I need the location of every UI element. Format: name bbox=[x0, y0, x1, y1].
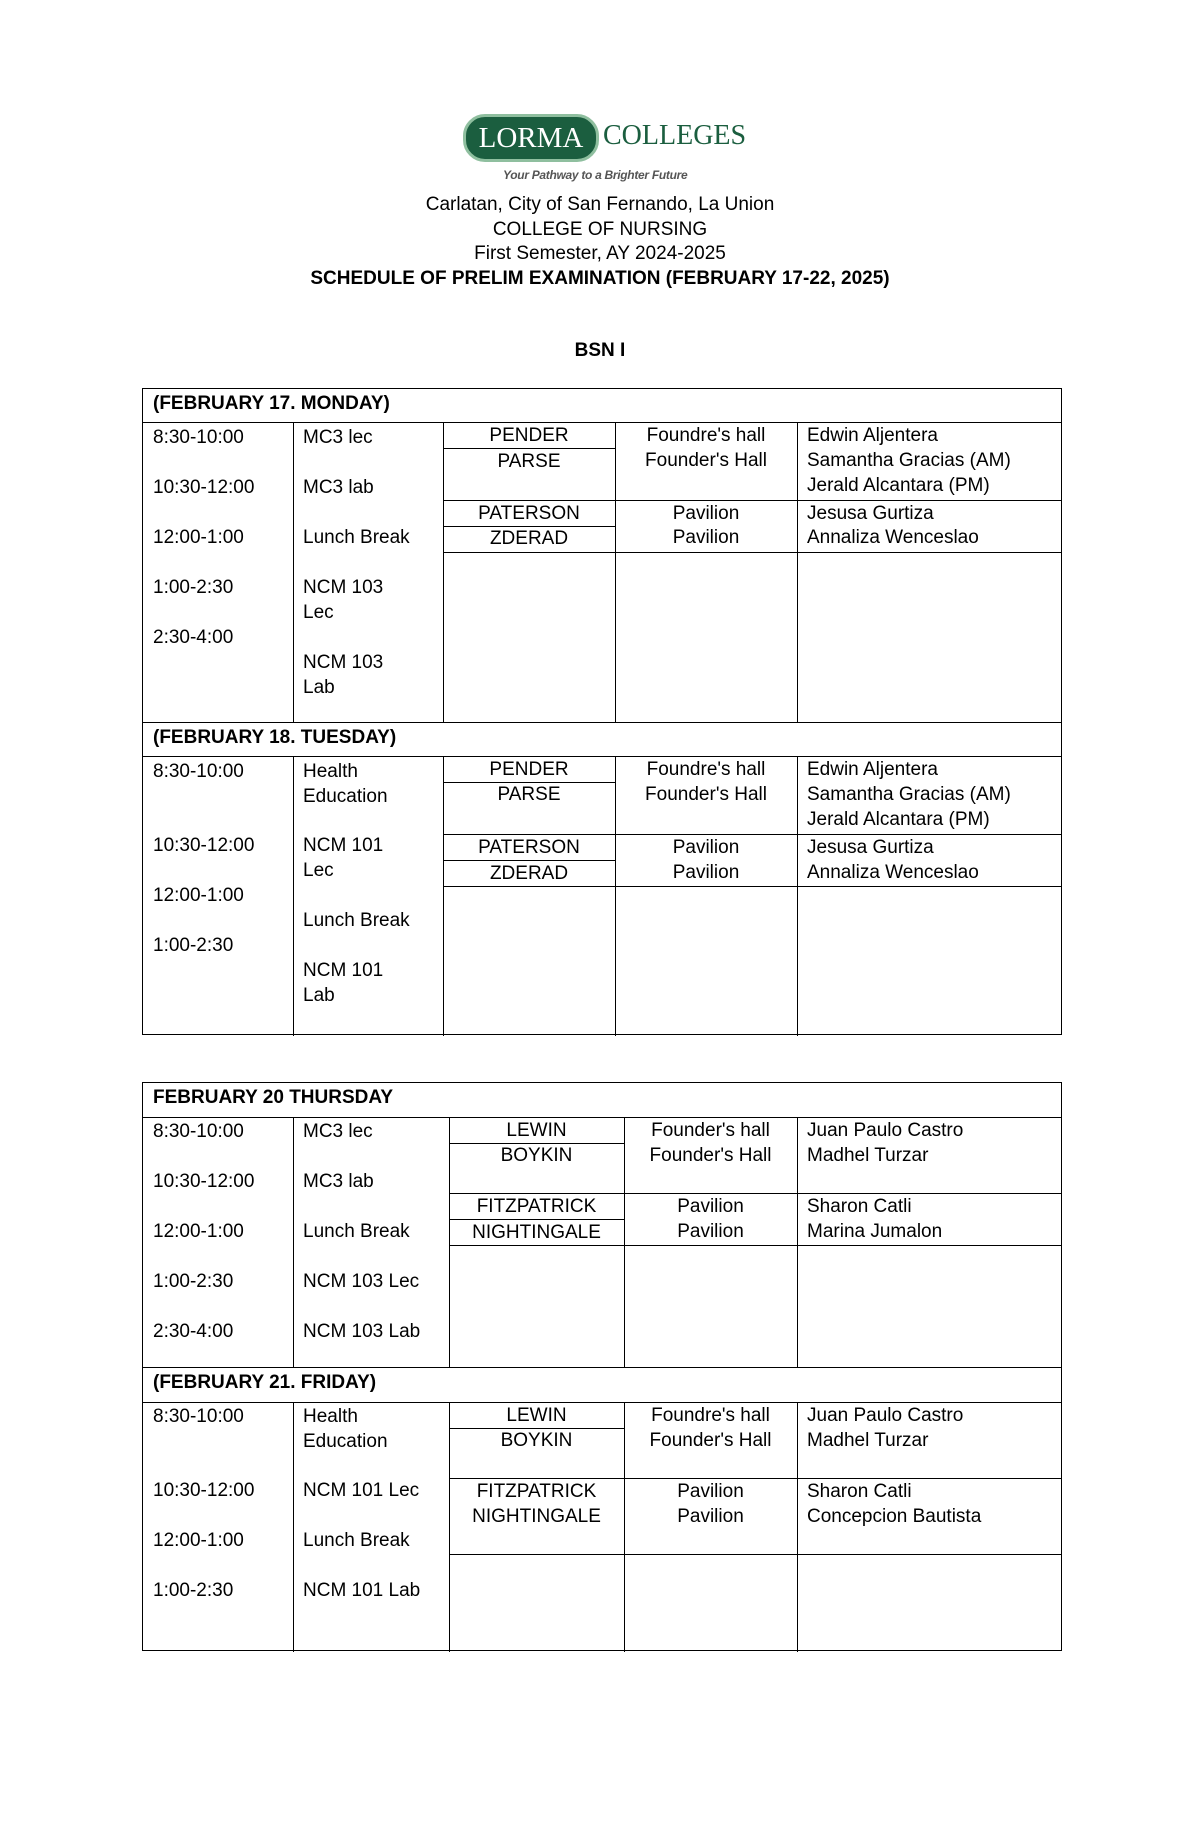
venue: Pavilion bbox=[672, 837, 740, 858]
venue: Founder's Hall bbox=[649, 1430, 772, 1451]
subject-item: Lunch Break bbox=[303, 527, 410, 548]
logo-wordmark: COLLEGES bbox=[603, 120, 747, 151]
subject-item: Lunch Break bbox=[303, 1221, 410, 1242]
subject-item: MC3 lec bbox=[303, 1121, 373, 1142]
day-title-monday: (FEBRUARY 17. MONDAY) bbox=[153, 393, 390, 414]
subject-item: Lec bbox=[303, 602, 334, 623]
schedule-table-1 bbox=[142, 388, 1062, 1035]
section-name: NIGHTINGALE bbox=[472, 1222, 601, 1243]
logo-tagline: Your Pathway to a Brighter Future bbox=[503, 168, 688, 182]
time-list bbox=[153, 1404, 254, 1603]
time-slot: 12:00-1:00 bbox=[153, 1530, 244, 1551]
day-title-thursday: FEBRUARY 20 THURSDAY bbox=[153, 1087, 394, 1108]
subject-list bbox=[303, 1119, 420, 1369]
college-logo bbox=[463, 114, 763, 189]
proctor-name: Concepcion Bautista bbox=[807, 1506, 982, 1527]
time-slot: 2:30-4:00 bbox=[153, 627, 234, 648]
time-slot: 10:30-12:00 bbox=[153, 1171, 255, 1192]
section-name: PATERSON bbox=[478, 837, 580, 858]
subject-list bbox=[303, 759, 410, 1008]
time-slot: 12:00-1:00 bbox=[153, 527, 244, 548]
time-slot: 8:30-10:00 bbox=[153, 761, 244, 782]
time-slot: 8:30-10:00 bbox=[153, 1406, 244, 1427]
proctor-name: Juan Paulo Castro bbox=[807, 1120, 964, 1141]
time-slot: 12:00-1:00 bbox=[153, 885, 244, 906]
subject-item: Lunch Break bbox=[303, 910, 410, 931]
proctor-name: Sharon Catli bbox=[807, 1196, 912, 1217]
subject-item: Lec bbox=[303, 860, 334, 881]
section-name: BOYKIN bbox=[500, 1145, 573, 1166]
section-name: PATERSON bbox=[478, 503, 580, 524]
subject-item: NCM 103 Lec bbox=[303, 1271, 420, 1292]
venue: Pavilion bbox=[672, 862, 740, 883]
venue: Foundre's hall bbox=[651, 1405, 770, 1426]
time-slot: 8:30-10:00 bbox=[153, 1121, 244, 1142]
venue: Founder's Hall bbox=[649, 1145, 772, 1166]
subject-list bbox=[303, 1404, 420, 1603]
proctor-name: Annaliza Wenceslao bbox=[807, 862, 979, 883]
proctor-name: Marina Jumalon bbox=[807, 1221, 943, 1242]
subject-item: NCM 103 Lab bbox=[303, 1321, 421, 1342]
time-slot: 1:00-2:30 bbox=[153, 577, 234, 598]
subject-item: Education bbox=[303, 786, 388, 807]
proctor-name: Jesusa Gurtiza bbox=[807, 503, 934, 524]
venue: Pavilion bbox=[677, 1221, 744, 1242]
logo-badge: LORMA bbox=[463, 114, 599, 162]
proctor-name: Jerald Alcantara (PM) bbox=[807, 475, 990, 496]
program-label: BSN I bbox=[574, 340, 626, 361]
venue: Founder's hall bbox=[651, 1120, 770, 1141]
proctor-name: Jesusa Gurtiza bbox=[807, 837, 934, 858]
semester-line: First Semester, AY 2024-2025 bbox=[474, 243, 726, 264]
venue: Pavilion bbox=[677, 1481, 744, 1502]
subject-item: Lunch Break bbox=[303, 1530, 410, 1551]
venue: Founder's Hall bbox=[645, 784, 767, 805]
proctor-name: Sharon Catli bbox=[807, 1481, 912, 1502]
section-name: PENDER bbox=[489, 425, 569, 446]
subject-item: NCM 103 bbox=[303, 652, 384, 673]
time-slot: 1:00-2:30 bbox=[153, 935, 234, 956]
address-line: Carlatan, City of San Fernando, La Union bbox=[425, 194, 775, 215]
section-name: ZDERAD bbox=[489, 528, 569, 549]
subject-item: NCM 101 Lab bbox=[303, 1580, 421, 1601]
venue: Foundre's hall bbox=[646, 425, 766, 446]
proctor-name: Madhel Turzar bbox=[807, 1430, 929, 1451]
subject-item: Health bbox=[303, 761, 358, 782]
venue: Pavilion bbox=[672, 527, 740, 548]
section-name: PARSE bbox=[497, 451, 561, 472]
day-title-friday: (FEBRUARY 21. FRIDAY) bbox=[143, 1367, 1061, 1403]
proctor-name: Jerald Alcantara (PM) bbox=[807, 809, 990, 830]
time-slot: 2:30-4:00 bbox=[153, 1321, 234, 1342]
section-name: BOYKIN bbox=[500, 1430, 573, 1451]
section-name: NIGHTINGALE bbox=[472, 1506, 601, 1527]
venue: Foundre's hall bbox=[646, 759, 766, 780]
schedule-table-2 bbox=[142, 1082, 1062, 1651]
proctor-name: Edwin Aljentera bbox=[807, 759, 938, 780]
proctor-name: Samantha Gracias (AM) bbox=[807, 450, 1011, 471]
section-name: LEWIN bbox=[506, 1405, 567, 1426]
time-slot: 8:30-10:00 bbox=[153, 427, 244, 448]
proctor-name: Madhel Turzar bbox=[807, 1145, 929, 1166]
subject-item: NCM 103 bbox=[303, 577, 384, 598]
section-name: FITZPATRICK bbox=[476, 1481, 597, 1502]
subject-item: MC3 lec bbox=[303, 427, 373, 448]
section-name: LEWIN bbox=[506, 1120, 567, 1141]
proctor-name: Edwin Aljentera bbox=[807, 425, 938, 446]
time-slot: 10:30-12:00 bbox=[153, 1480, 255, 1501]
section-name: ZDERAD bbox=[489, 863, 569, 884]
section-name: FITZPATRICK bbox=[476, 1196, 597, 1217]
time-list bbox=[153, 759, 254, 958]
time-list bbox=[153, 1119, 254, 1369]
venue: Pavilion bbox=[677, 1506, 744, 1527]
time-slot: 1:00-2:30 bbox=[153, 1271, 234, 1292]
subject-item: Education bbox=[303, 1431, 388, 1452]
proctor-name: Samantha Gracias (AM) bbox=[807, 784, 1011, 805]
subject-item: MC3 lab bbox=[303, 477, 374, 498]
document-title: SCHEDULE OF PRELIM EXAMINATION (FEBRUARY 17-22, 2025) bbox=[310, 268, 890, 289]
venue: Pavilion bbox=[672, 503, 740, 524]
subject-item: MC3 lab bbox=[303, 1171, 374, 1192]
time-slot: 10:30-12:00 bbox=[153, 477, 255, 498]
time-slot: 12:00-1:00 bbox=[153, 1221, 244, 1242]
subject-item: Lab bbox=[303, 985, 335, 1006]
subject-item: NCM 101 bbox=[303, 960, 384, 981]
subject-item: NCM 101 bbox=[303, 835, 384, 856]
time-slot: 1:00-2:30 bbox=[153, 1580, 234, 1601]
college-name: COLLEGE OF NURSING bbox=[492, 219, 708, 240]
section-name: PARSE bbox=[497, 784, 561, 805]
section-name: PENDER bbox=[489, 759, 569, 780]
subject-item: Lab bbox=[303, 677, 335, 698]
day-title-tuesday: (FEBRUARY 18. TUESDAY) bbox=[143, 722, 1061, 757]
proctor-name: Juan Paulo Castro bbox=[807, 1405, 964, 1426]
venue: Pavilion bbox=[677, 1196, 744, 1217]
subject-item: Health bbox=[303, 1406, 358, 1427]
subject-item: NCM 101 Lec bbox=[303, 1480, 420, 1501]
time-list bbox=[153, 425, 254, 675]
subject-list bbox=[303, 425, 410, 700]
time-slot: 10:30-12:00 bbox=[153, 835, 255, 856]
proctor-name: Annaliza Wenceslao bbox=[807, 527, 979, 548]
venue: Founder's Hall bbox=[645, 450, 767, 471]
